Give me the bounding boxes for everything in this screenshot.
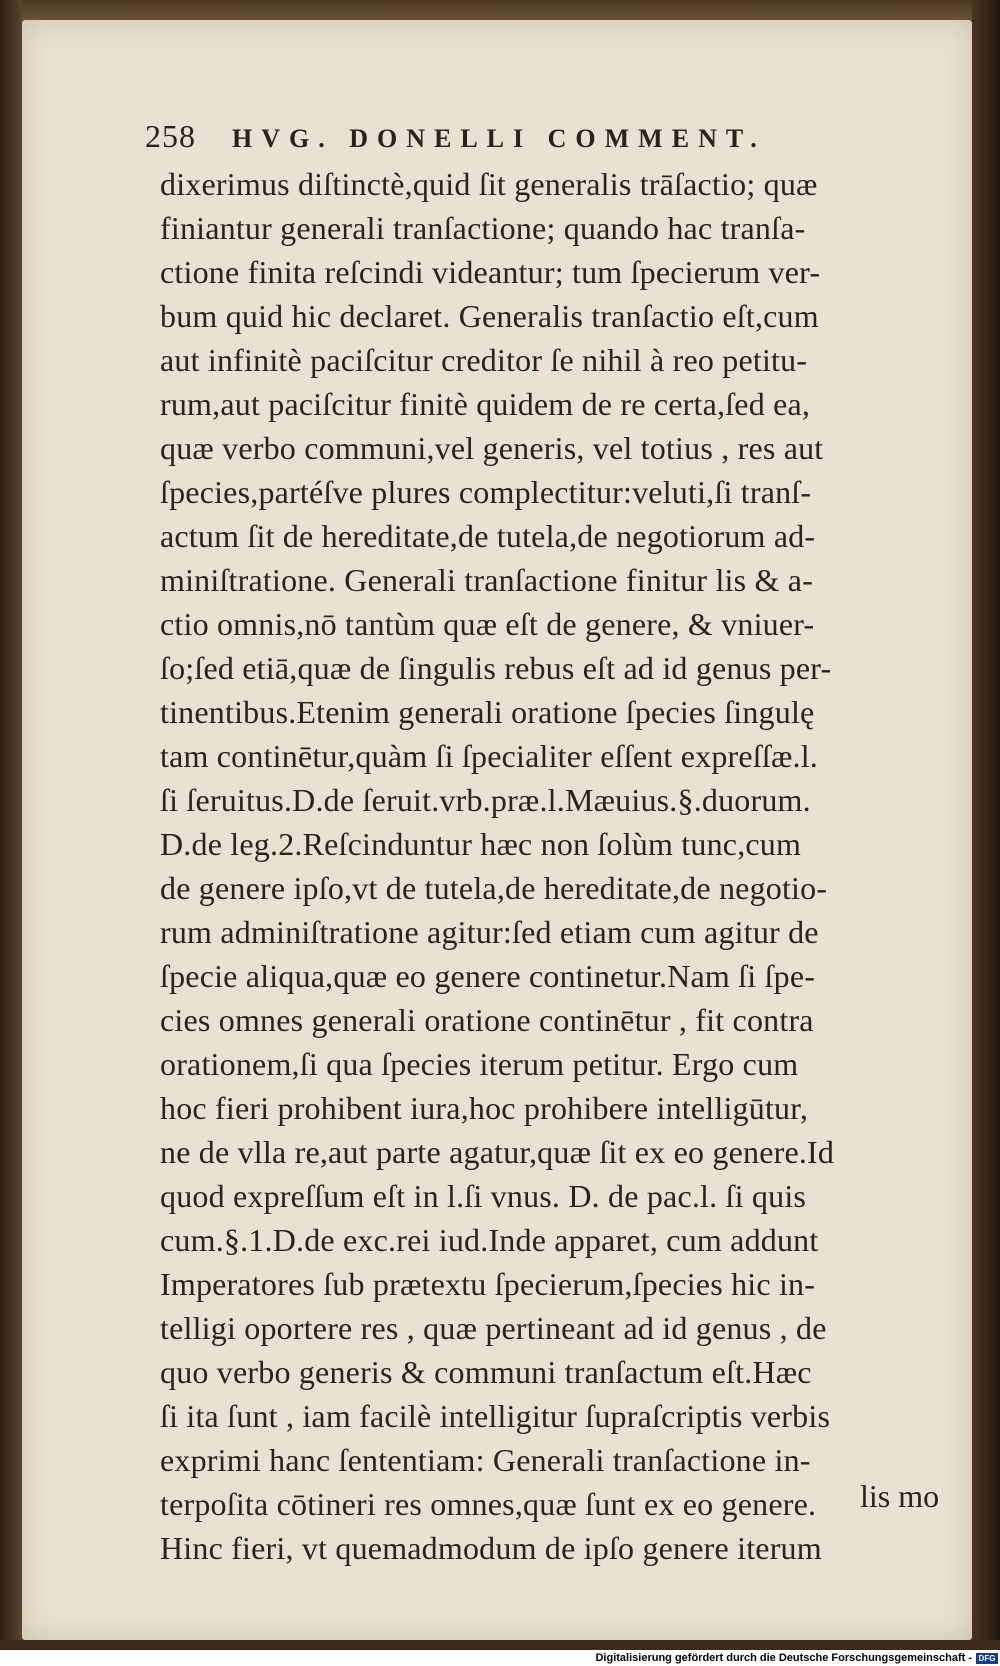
text-line: aut infinitè paciſcitur creditor ſe nihil à reo petitu- [160, 342, 808, 378]
book-top-edge [0, 0, 1000, 20]
text-line: ſo;ſed etiā,quæ de ſingulis rebus eſt ad id genus per- [160, 650, 832, 686]
text-line: de genere ipſo,vt de tutela,de hereditate,de negotio- [160, 870, 828, 906]
text-line: terpoſita cōtineri res omnes,quæ ſunt ex eo genere. [160, 1486, 817, 1522]
page-header [145, 118, 925, 155]
text-line: ſpecie aliqua,quæ eo genere continetur.Nam ſi ſpe- [160, 958, 816, 994]
text-line: D.de leg.2.Reſcinduntur hæc non ſolùm tunc,cum [160, 826, 802, 862]
footer-bar [0, 1650, 1000, 1666]
text-line: Hinc fieri, vt quemadmodum de ipſo genere iterum [160, 1530, 822, 1566]
text-line: ſpecies,partéſve plures complectitur:veluti,ſi tranſ- [160, 474, 812, 510]
text-line: cies omnes generali oratione continētur , fit contra [160, 1002, 814, 1038]
text-line: cum.§.1.D.de exc.rei iud.Inde apparet, cum addunt [160, 1222, 819, 1258]
text-line: finiantur generali tranſactione; quando hac tranſa- [160, 210, 806, 246]
footer-credit: Digitalisierung gefördert durch die Deutsche Forschungsgemeinschaft - [595, 1652, 972, 1664]
page-number: 258 [145, 118, 196, 154]
text-line: tam continētur,quàm ſi ſpecialiter eſſent expreſſæ.l. [160, 738, 818, 774]
text-line: quo verbo generis & communi tranſactum eſt.Hæc [160, 1354, 812, 1390]
text-line: orationem,ſi qua ſpecies iterum petitur. Ergo cum [160, 1046, 799, 1082]
text-line: hoc fieri prohibent iura,hoc prohibere intelligūtur, [160, 1090, 809, 1126]
text-line: quæ verbo communi,vel generis, vel totius , res aut [160, 430, 824, 466]
text-line: ctio omnis,nō tantùm quæ eſt de genere, & vniuer- [160, 606, 815, 642]
text-line: ſi ita ſunt , iam facilè intelligitur ſupraſcriptis verbis [160, 1398, 831, 1434]
text-line: ctione finita reſcindi videantur; tum ſpecierum ver- [160, 254, 821, 290]
dfg-logo: DFG [976, 1653, 998, 1664]
body-text [160, 162, 950, 1570]
book-bottom-edge [0, 1640, 1000, 1650]
book-gutter [0, 0, 22, 1650]
text-line: quod expreſſum eſt in l.ſi vnus. D. de pac.l. ſi quis [160, 1178, 807, 1214]
text-line: dixerimus diſtinctè,quid ſit generalis trāſactio; quæ [160, 166, 818, 202]
text-line: ne de vlla re,aut parte agatur,quæ ſit ex eo genere.Id [160, 1134, 835, 1170]
running-title: HVG. DONELLI COMMENT. [232, 124, 766, 153]
text-line: tinentibus.Etenim generali oratione ſpecies ſingulę [160, 694, 815, 730]
text-line: miniſtratione. Generali tranſactione finitur lis & a- [160, 562, 814, 598]
book-page-edge [972, 0, 1000, 1650]
text-line: bum quid hic declaret. Generalis tranſactio eſt,cum [160, 298, 819, 334]
text-line: telligi oportere res , quæ pertineant ad id genus , de [160, 1310, 827, 1346]
catchword: lis mo [860, 1478, 940, 1514]
text-line: ſi ſeruitus.D.de ſeruit.vrb.præ.l.Mæuius.§.duorum. [160, 782, 811, 818]
text-line: actum ſit de hereditate,de tutela,de negotiorum ad- [160, 518, 816, 554]
text-line: Imperatores ſub prætextu ſpecierum,ſpecies hic in- [160, 1266, 816, 1302]
text-line: exprimi hanc ſententiam: Generali tranſactione in- [160, 1442, 811, 1478]
text-line: rum adminiſtratione agitur:ſed etiam cum agitur de [160, 914, 819, 950]
text-line: rum,aut paciſcitur finitè quidem de re certa,ſed ea, [160, 386, 811, 422]
